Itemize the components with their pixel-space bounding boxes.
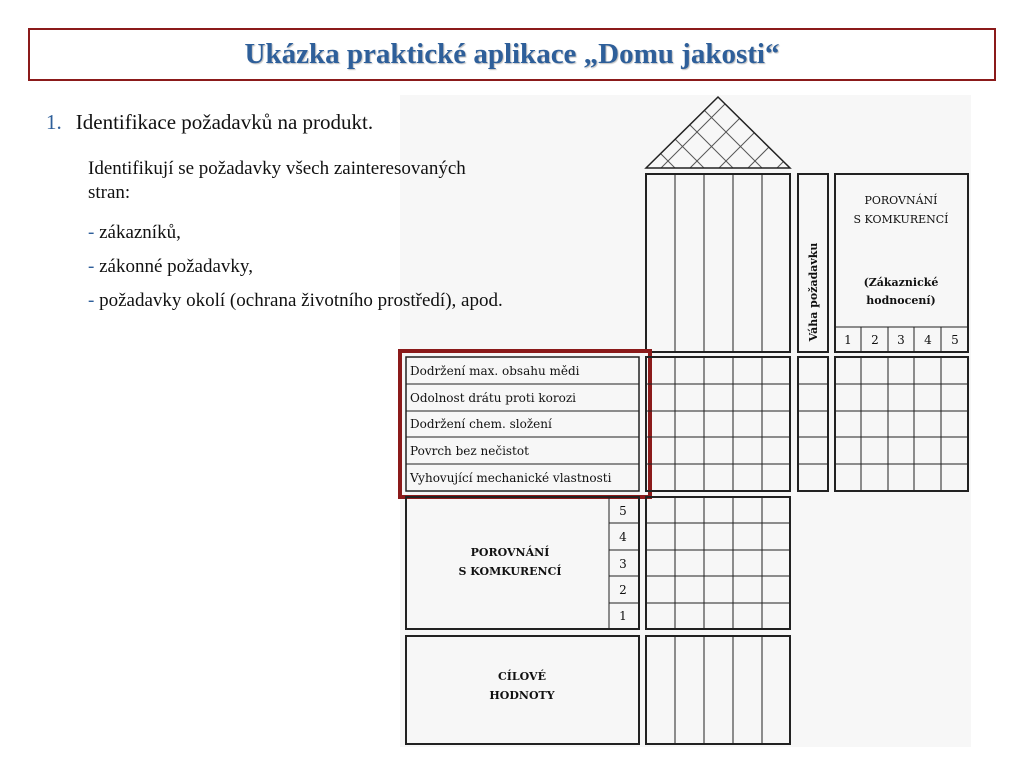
correlation-roof <box>574 96 849 168</box>
scale-side-1: 1 <box>619 609 627 623</box>
scale-side-3: 3 <box>619 557 627 571</box>
weight-column-header <box>798 174 828 352</box>
weight-column-body <box>798 357 828 491</box>
scale-top-2: 2 <box>871 333 879 347</box>
bullet-text: zákonné požadavky, <box>99 256 253 277</box>
scale-side-2: 2 <box>619 583 627 597</box>
scale-top-3: 3 <box>897 333 905 347</box>
scale-side-5: 5 <box>619 504 627 518</box>
relationship-matrix <box>646 357 790 491</box>
competition-comparison-top <box>835 174 968 352</box>
weight-label: Váha požadavku <box>807 242 820 342</box>
customer-eval-line-2: hodnocení) <box>866 294 936 307</box>
point-number: 1. <box>46 110 62 134</box>
target-values-line-1: CÍLOVÉ <box>498 670 546 683</box>
requirement-5: Vyhovující mechanické vlastnosti <box>410 471 612 485</box>
requirement-4: Povrch bez nečistot <box>410 444 529 458</box>
requirement-2: Odolnost drátu proti korozi <box>410 391 577 405</box>
point-text: Identifikace požadavků na produkt. <box>75 110 374 134</box>
competition-bottom-line-2: S KOMKURENCÍ <box>458 565 562 578</box>
technical-competition-grid <box>646 497 790 629</box>
requirement-3: Dodržení chem. složení <box>410 417 552 431</box>
bullet-dash: - <box>88 256 95 277</box>
scale-top-4: 4 <box>924 333 932 347</box>
competition-top-grid <box>835 357 968 491</box>
customer-eval-line-1: (Zákaznické <box>863 276 939 289</box>
requirement-1: Dodržení max. obsahu mědi <box>410 364 580 378</box>
target-values-line-2: HODNOTY <box>489 689 555 702</box>
slide-title: Ukázka praktické aplikace „Domu jakosti“ <box>244 38 780 70</box>
bullet-dash: - <box>88 290 95 311</box>
scale-side-4: 4 <box>619 530 627 544</box>
scale-top-1: 1 <box>844 333 852 347</box>
competition-top-line-2: S KOMKURENCÍ <box>853 213 949 226</box>
paragraph-line-1: Identifikují se požadavky všech zainteresovaných <box>88 158 466 179</box>
technical-parameters-header <box>646 174 790 352</box>
bullet-text: zákazníků, <box>99 222 181 243</box>
scale-top-5: 5 <box>951 333 959 347</box>
customer-requirements <box>406 357 639 491</box>
competition-comparison-bottom <box>406 497 639 629</box>
competition-top-line-1: POROVNÁNÍ <box>864 194 938 207</box>
bullet-text: požadavky okolí (ochrana životního prostředí), apod. <box>99 290 503 311</box>
target-values <box>406 636 639 744</box>
paragraph-line-2: stran: <box>88 182 131 203</box>
target-values-grid <box>646 636 790 744</box>
bullet-dash: - <box>88 222 95 243</box>
competition-bottom-line-1: POROVNÁNÍ <box>470 546 550 559</box>
